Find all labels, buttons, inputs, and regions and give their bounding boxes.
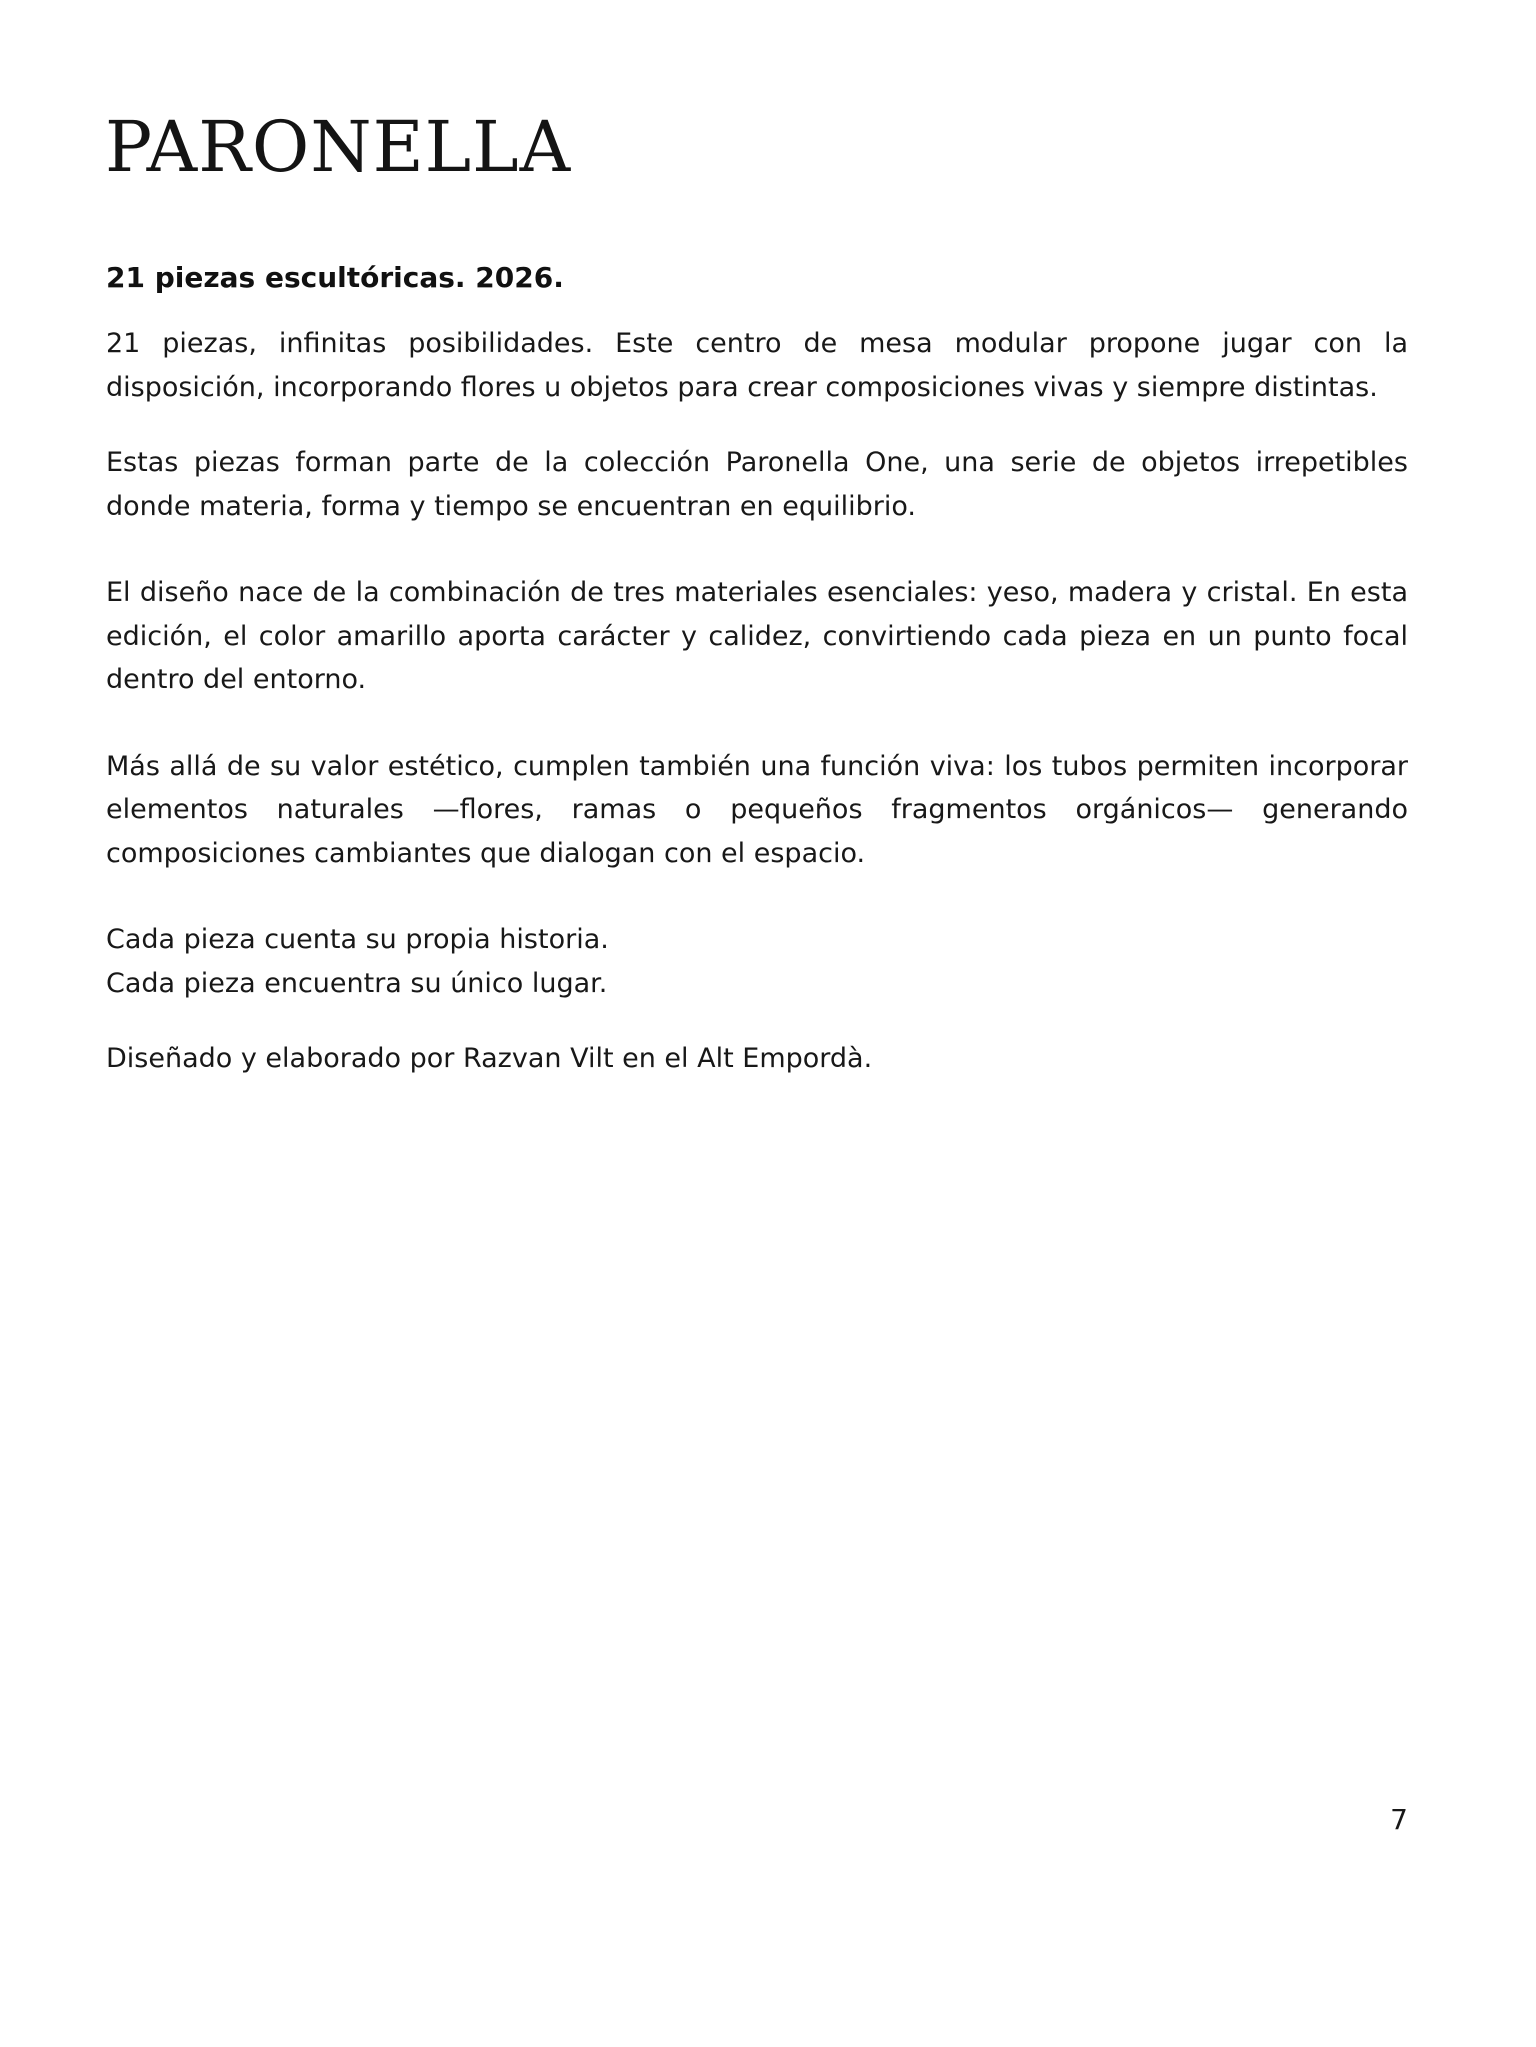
closing-lines — [106, 918, 1408, 1005]
brand-title: PARONELLA — [105, 106, 572, 188]
paragraph-collection: Estas piezas forman parte de la colección Paronella One, una serie de objetos irrepetibles donde materia, forma y tiempo se encuentran en equilibrio. — [106, 447, 1408, 522]
paragraph-function: Más allá de su valor estético, cumplen también una función viva: los tubos permiten incorporar elementos naturales —flores, ramas o pequeños fragmentos orgánicos— generando composiciones cambiantes que dialogan con el espacio. — [106, 750, 1408, 869]
page-number: 7 — [1390, 1803, 1408, 1836]
paragraph-intro: 21 piezas, infinitas posibilidades. Este centro de mesa modular propone jugar con la disposición, incorporando flores u objetos para crear composiciones vivas y siempre distintas. — [106, 328, 1408, 403]
subtitle: 21 piezas escultóricas. 2026. — [106, 261, 564, 294]
closing-line-1: Cada pieza cuenta su propia historia. — [106, 924, 609, 955]
paragraph-materials: El diseño nace de la combinación de tres materiales esenciales: yeso, madera y cristal. En esta edición, el color amarillo aporta carácter y calidez, convirtiendo cada pieza en un punto focal dentro del entorno. — [106, 577, 1408, 695]
credit-line: Diseñado y elaborado por Razvan Vilt en el Alt Empordà. — [106, 1043, 873, 1074]
document-body — [106, 256, 1408, 1081]
closing-line-2: Cada pieza encuentra su único lugar. — [106, 967, 608, 999]
